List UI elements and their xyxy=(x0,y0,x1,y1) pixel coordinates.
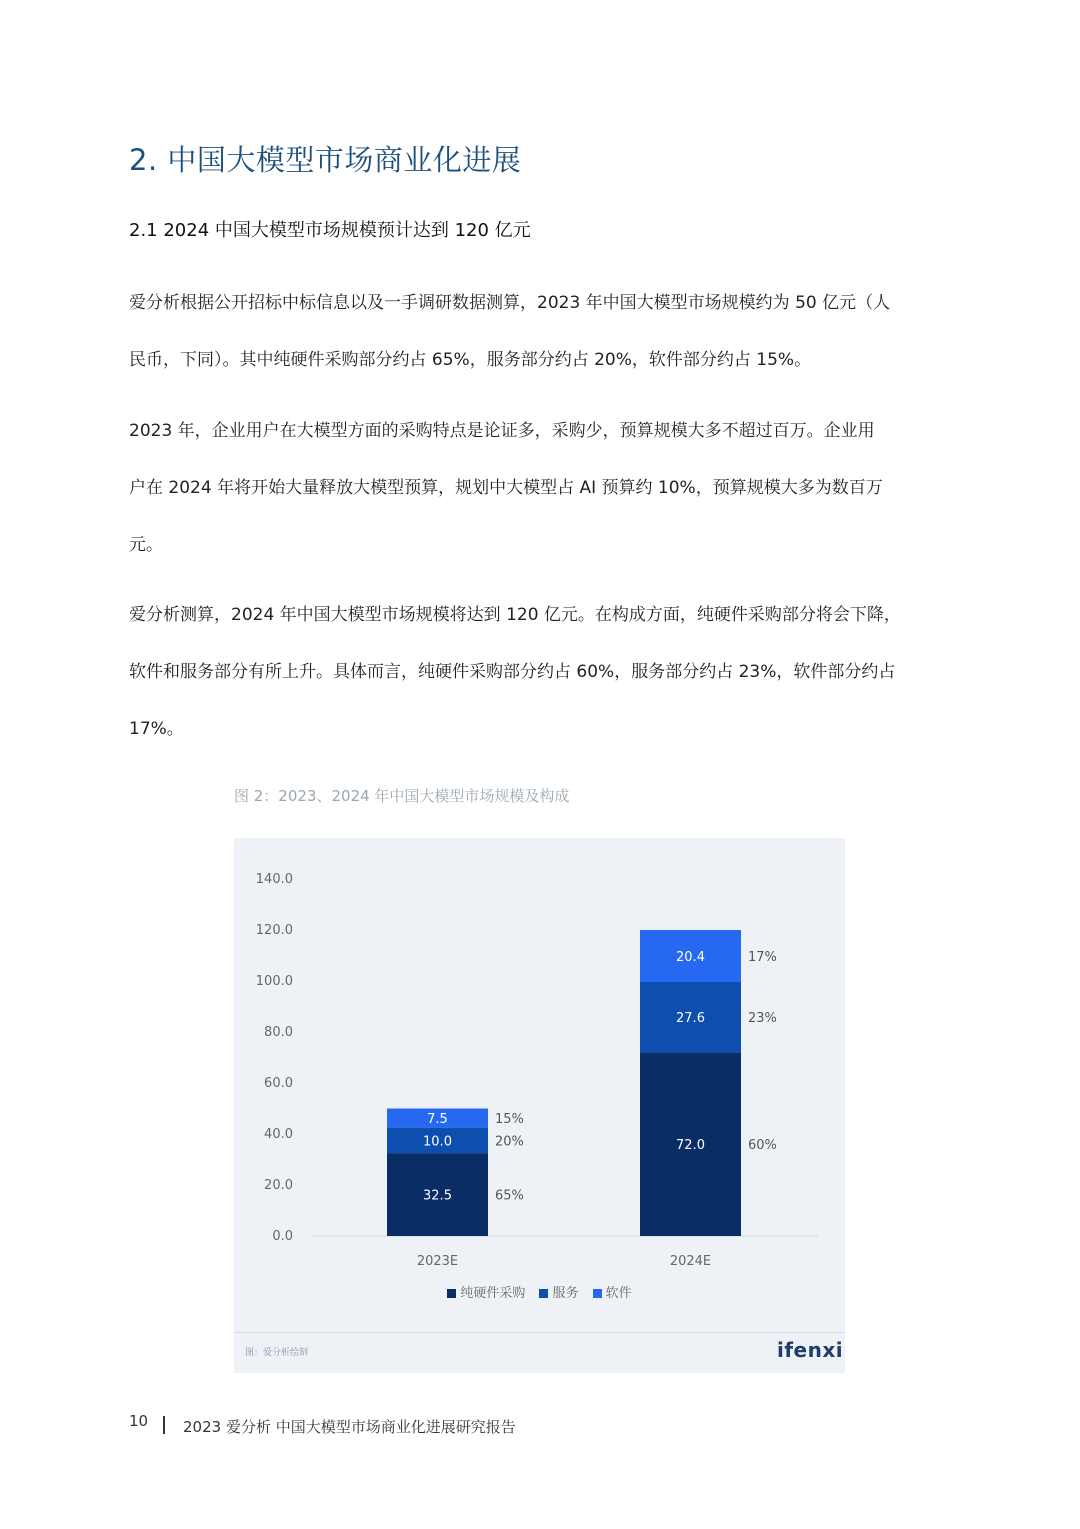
y-tick-label: 40.0 xyxy=(264,1127,293,1142)
chart-panel xyxy=(234,838,845,1373)
figure-caption: 图 2：2023、2024 年中国大模型市场规模及构成 xyxy=(234,787,570,805)
percent-label-hardware-2023E: 65% xyxy=(495,1188,524,1204)
percent-label-service-2024E: 23% xyxy=(748,1011,777,1027)
ifenxi-logo: ifenxi xyxy=(777,1338,844,1362)
data-label-software-2024E: 20.4 xyxy=(676,950,705,966)
percent-label-software-2024E: 17% xyxy=(748,950,777,966)
paragraph-3-line-1: 爱分析测算，2024 年中国大模型市场规模将达到 120 亿元。在构成方面，纯硬件采购部分将会下降， xyxy=(129,605,901,625)
chart-footer-divider xyxy=(234,1332,845,1333)
section-heading: 2. 中国大模型市场商业化进展 xyxy=(129,143,522,177)
legend-item-service xyxy=(539,1282,578,1301)
y-tick-label: 0.0 xyxy=(272,1229,293,1244)
y-tick-label: 100.0 xyxy=(255,974,293,989)
y-tick-label: 20.0 xyxy=(264,1178,293,1193)
chart-legend xyxy=(234,1282,845,1301)
x-tick-label: 2023E xyxy=(416,1254,459,1269)
y-tick-label: 60.0 xyxy=(264,1076,293,1091)
paragraph-1-line-1: 爱分析根据公开招标中标信息以及一手调研数据测算，2023 年中国大模型市场规模约为 50 亿元（人 xyxy=(129,293,891,313)
footer-divider xyxy=(163,1416,165,1434)
figure-source: 图：爱分析绘制 xyxy=(245,1348,309,1358)
data-label-software-2023E: 7.5 xyxy=(427,1112,448,1128)
y-tick-label: 80.0 xyxy=(264,1025,293,1040)
legend-label-software: 软件 xyxy=(605,1286,632,1301)
legend-label-hardware: 纯硬件采购 xyxy=(460,1286,526,1301)
paragraph-1-line-2: 民币，下同）。其中纯硬件采购部分约占 65%，服务部分约占 20%，软件部分约占 15%。 xyxy=(129,350,812,370)
subsection-heading: 2.1 2024 中国大模型市场规模预计达到 120 亿元 xyxy=(129,220,531,241)
paragraph-3-line-3: 17%。 xyxy=(129,719,184,739)
paragraph-3-line-2: 软件和服务部分有所上升。具体而言，纯硬件采购部分约占 60%，服务部分约占 23%，软件部分约占 xyxy=(129,662,896,682)
legend-swatch-software xyxy=(593,1289,602,1298)
legend-item-hardware xyxy=(447,1282,525,1301)
legend-swatch-service xyxy=(539,1289,548,1298)
legend-swatch-hardware xyxy=(447,1289,456,1298)
percent-label-software-2023E: 15% xyxy=(495,1112,524,1128)
legend-item-software xyxy=(593,1282,632,1301)
x-tick-label: 2024E xyxy=(669,1254,712,1269)
legend-label-service: 服务 xyxy=(552,1286,579,1301)
percent-label-hardware-2024E: 60% xyxy=(748,1138,777,1154)
y-tick-label: 140.0 xyxy=(255,872,293,887)
paragraph-2-line-1: 2023 年，企业用户在大模型方面的采购特点是论证多，采购少，预算规模大多不超过百万。企业用 xyxy=(129,421,875,441)
data-label-hardware-2023E: 32.5 xyxy=(423,1188,452,1204)
data-label-service-2024E: 27.6 xyxy=(676,1011,705,1027)
page-number: 10 xyxy=(129,1412,149,1430)
y-tick-label: 120.0 xyxy=(255,923,293,938)
paragraph-2-line-2: 户在 2024 年将开始大量释放大模型预算，规划中大模型占 AI 预算约 10%，预算规模大多为数百万 xyxy=(129,478,883,498)
paragraph-2-line-3: 元。 xyxy=(129,535,163,555)
percent-label-service-2023E: 20% xyxy=(495,1134,524,1150)
footer-title: 2023 爱分析 中国大模型市场商业化进展研究报告 xyxy=(183,1418,516,1436)
stacked-bar-chart xyxy=(234,838,845,1278)
data-label-hardware-2024E: 72.0 xyxy=(676,1138,705,1154)
data-label-service-2023E: 10.0 xyxy=(423,1134,452,1150)
